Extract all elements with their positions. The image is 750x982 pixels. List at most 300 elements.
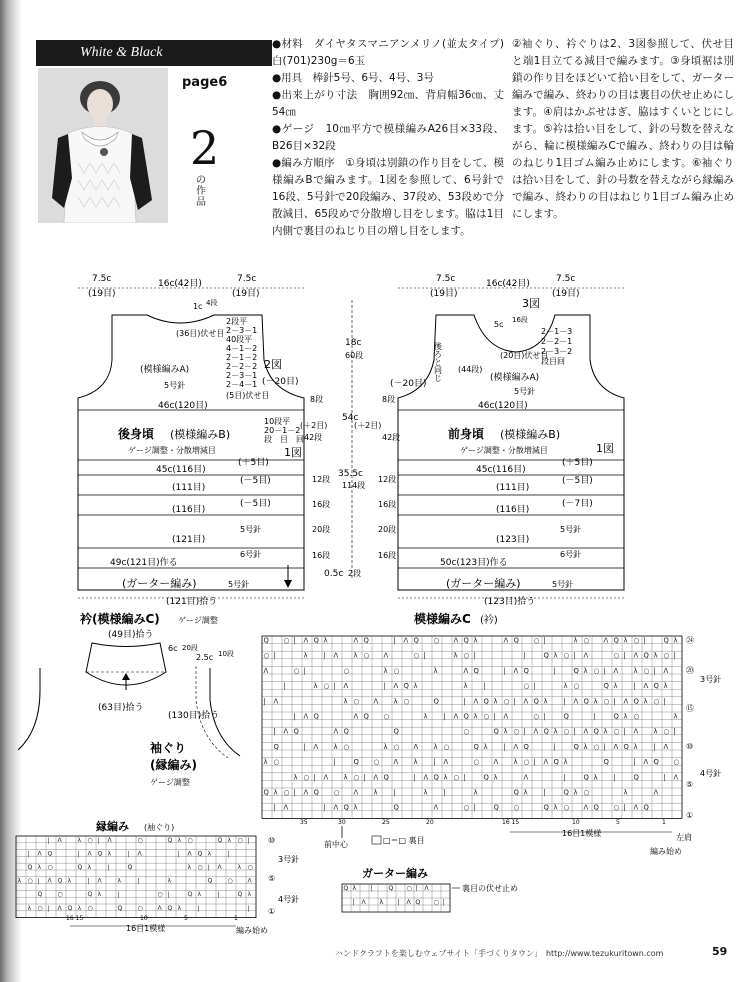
svg-text:|: | [217,891,220,899]
back-pick: (121目)拾う [166,597,218,607]
svg-text:|: | [523,651,526,660]
svg-text:Q: Q [483,697,489,706]
svg-text:λ: λ [493,697,498,706]
svg-text:Q: Q [27,863,33,871]
svg-text:λ: λ [373,788,378,797]
svg-text:Q: Q [433,697,439,706]
back-side-label: 20段 [312,525,331,534]
front-side-label: 42段 [382,433,401,442]
svg-text:λ: λ [117,877,122,885]
len-top: 18c [345,338,362,348]
svg-text:λ: λ [197,891,202,899]
svg-text:|: | [273,727,276,736]
sleeve-title: 袖ぐり [150,741,187,755]
pattern-c-needle3: 3号針 [700,675,722,684]
svg-text:λ: λ [673,712,678,721]
svg-text:λ: λ [633,666,638,675]
back-neck-rows: 4段 [206,299,218,307]
svg-text:|: | [273,803,276,812]
svg-text:|: | [663,773,666,782]
svg-text:|: | [673,727,676,736]
front-dec-row: 2－1－3 [541,327,573,336]
svg-text:Q: Q [593,803,599,812]
svg-text:○: ○ [583,788,590,797]
svg-text:○: ○ [393,742,400,751]
svg-text:○: ○ [353,773,360,782]
svg-text:λ: λ [343,773,348,782]
back-needle6: 6号針 [240,550,262,559]
svg-text:○: ○ [57,891,63,899]
front-needle6: 6号針 [560,550,582,559]
pattern-c-row: ㉔ [686,636,694,645]
front-needle-a: 5号針 [514,387,536,396]
svg-text:○: ○ [603,697,610,706]
svg-text:Q: Q [483,773,489,782]
back-shoulder-r: 7.5c [237,274,257,284]
svg-text:○: ○ [137,836,143,844]
svg-text:λ: λ [663,682,668,691]
svg-text:Λ: Λ [303,712,309,721]
svg-text:Λ: Λ [373,773,379,782]
footer-text: ハンドクラフトを楽しむウェブサイト「手づくりタウン」 http://www.tezukuritown.com [335,949,664,958]
svg-text:Λ: Λ [333,727,339,736]
svg-text:Q: Q [523,666,529,675]
svg-text:λ: λ [423,712,428,721]
garter-note: 裏目の伏せ止め [462,884,518,893]
svg-text:○: ○ [37,904,43,912]
svg-text:|: | [473,651,476,660]
svg-text:Q: Q [623,742,629,751]
svg-text:λ: λ [423,788,428,797]
svg-text:○: ○ [433,898,439,906]
svg-text:○: ○ [363,651,370,660]
svg-text:○: ○ [563,803,570,812]
back-dec-total: (－20目) [262,377,299,387]
collar-h6c: 6c [168,644,178,653]
svg-text:λ: λ [273,788,278,797]
svg-text:|: | [352,898,355,906]
svg-text:λ: λ [583,666,588,675]
svg-text:Q: Q [633,697,639,706]
pattern-c-col: 25 [382,819,390,826]
pattern-c-row: ⑳ [686,666,694,675]
svg-text:|: | [323,651,326,660]
svg-text:λ: λ [653,727,658,736]
svg-text:Q: Q [583,773,589,782]
edging-row: ⑩ [268,836,276,845]
pattern-c-row: ① [686,811,694,820]
svg-text:λ: λ [237,863,242,871]
svg-text:Λ: Λ [603,636,609,645]
svg-text:Λ: Λ [57,904,62,912]
front-width-116: 45c(116目) [476,465,526,475]
svg-text:Λ: Λ [97,877,102,885]
svg-text:λ: λ [573,636,578,645]
svg-text:λ: λ [393,697,398,706]
svg-text:λ: λ [513,758,518,767]
svg-text:|: | [177,850,180,858]
svg-text:|: | [77,850,80,858]
svg-text:|: | [513,697,516,706]
svg-text:○: ○ [353,697,360,706]
svg-text:○: ○ [563,651,570,660]
svg-text:Λ: Λ [533,727,539,736]
svg-text:Λ: Λ [393,682,399,691]
svg-text:○: ○ [283,636,290,645]
svg-text:Q: Q [393,803,399,812]
back-side-label: 42段 [304,433,323,442]
svg-text:Λ: Λ [303,636,309,645]
svg-text:Λ: Λ [107,836,112,844]
instr-size: ●出来上がり寸法 胸囲92㎝、背肩幅36㎝、丈54㎝ [272,89,504,118]
svg-text:|: | [593,712,596,721]
svg-text:λ: λ [313,682,318,691]
edging-col-numbers [66,915,238,922]
svg-text:λ: λ [247,891,252,899]
svg-text:Λ: Λ [413,742,419,751]
svg-text:○: ○ [643,666,650,675]
front-fig3: 3図 [522,297,540,310]
svg-text:○: ○ [483,712,490,721]
svg-text:|: | [227,850,230,858]
svg-text:λ: λ [413,758,418,767]
front-inc-5: (＋5目) [562,458,593,468]
svg-text:○: ○ [513,727,520,736]
work-label: の作品 [196,175,206,208]
svg-text:|: | [393,636,396,645]
back-side-label: 16段 [312,551,331,560]
svg-text:|: | [397,898,400,906]
svg-text:Λ: Λ [473,697,479,706]
svg-text:|: | [433,758,436,767]
back-title: 後身頃 [118,427,155,441]
collar-rows20: 20段 [182,644,198,652]
back-dec-row: 2－3－1 [226,326,258,335]
back-side-label: (＋2目) [300,421,328,430]
svg-text:|: | [303,666,306,675]
svg-text:○: ○ [613,803,620,812]
work-number: 2 [190,121,220,175]
svg-text:Q: Q [473,666,479,675]
svg-text:Q: Q [415,898,421,906]
svg-text:λ: λ [643,697,648,706]
svg-text:λ: λ [323,636,328,645]
left-shoulder: 左肩 [676,833,692,842]
svg-text:Q: Q [313,788,319,797]
svg-text:Q: Q [523,742,529,751]
back-side-label: 16段 [312,500,331,509]
svg-text:Λ: Λ [423,773,429,782]
svg-text:Λ: Λ [57,836,62,844]
back-side-label: 12段 [312,475,331,484]
svg-text:Q: Q [543,651,549,660]
svg-text:Λ: Λ [393,758,399,767]
svg-text:Q: Q [313,712,319,721]
front-dec-table [541,327,572,366]
svg-text:○: ○ [663,727,670,736]
front-cast: 50c(123目)作る [440,558,508,568]
svg-text:Λ: Λ [493,758,499,767]
pattern-c-col: 1 [662,819,666,826]
svg-text:○: ○ [613,727,620,736]
svg-text:|: | [553,666,556,675]
svg-text:|: | [503,742,506,751]
svg-text:|: | [613,697,616,706]
svg-text:|: | [293,788,296,797]
svg-text:Q: Q [593,727,599,736]
svg-text:|: | [653,742,656,751]
front-side-label: (＋2目) [354,421,382,430]
series-title: White & Black [80,45,163,60]
svg-text:Q: Q [87,891,93,899]
svg-text:Q: Q [563,788,569,797]
svg-text:λ: λ [473,788,478,797]
svg-text:○: ○ [583,636,590,645]
svg-text:λ: λ [493,773,498,782]
front-neck-rows: 16段 [512,316,528,324]
body-length: 54c [342,413,359,423]
svg-text:Q: Q [343,803,349,812]
pattern-c-col: 35 [300,819,308,826]
svg-text:Λ: Λ [543,758,549,767]
svg-text:λ: λ [603,727,608,736]
back-inc-5: (＋5目) [238,458,269,468]
svg-text:λ: λ [17,877,22,885]
svg-text:|: | [473,803,476,812]
front-garter-needle: 5号針 [552,580,574,589]
back-needle5: 5号針 [240,525,262,534]
svg-text:Λ: Λ [453,712,459,721]
back-inc-table [264,416,304,444]
svg-text:Λ: Λ [353,636,359,645]
svg-text:λ: λ [207,850,212,858]
svg-text:|: | [167,891,170,899]
back-shoulder-r-st: (19目) [232,289,260,299]
svg-text:Λ: Λ [343,682,349,691]
svg-text:Λ: Λ [87,850,92,858]
svg-text:Λ: Λ [403,636,409,645]
svg-text:Q: Q [167,904,173,912]
svg-text:|: | [442,898,445,906]
svg-text:○: ○ [406,884,412,892]
pattern-c-row: ⑮ [686,704,694,713]
svg-text:λ: λ [623,788,628,797]
svg-text:Λ: Λ [273,697,279,706]
svg-text:○: ○ [433,636,440,645]
svg-text:Q: Q [207,877,213,885]
svg-text:|: | [117,891,120,899]
front-width-120: 46c(120目) [478,401,528,411]
front-pattern-b: (模様編みB) [500,428,561,441]
sleeve-edge: (縁編み) [150,758,197,772]
svg-text:Q: Q [197,850,203,858]
edging-grid [16,836,256,918]
instr-continued: ②袖ぐり、衿ぐりは2、3図参照して、伏せ目と端1目立てる減目で編みます。③身頃裾は別鎖の作り目をほどいて拾い目をして、ガーター編みで編み、終わりの目は裏目の伏せ止めにします。④肩はかぶせはぎ、脇はすくいとじにします。⑤衿は拾い目をして、針の号数を替えながら、輪に模様編みCで編み、終わりの目は輪のねじり1目ゴム編み止めにします。⑥袖ぐりは拾い目をして、針の号数を替えながら縁編みで編み、終わりの目はねじり1目ゴム編み止めにします。 [512,38,734,220]
page-reference: page6 [182,75,228,90]
svg-text:Λ: Λ [333,803,339,812]
svg-text:λ: λ [433,666,438,675]
back-inc-row: 20－1－2 [264,426,301,435]
front-dec-row: 2－3－2 [541,347,573,356]
svg-text:Λ: Λ [37,850,42,858]
svg-text:Λ: Λ [503,712,509,721]
front-dec-total: (－20目) [390,379,427,389]
svg-text:|: | [293,636,296,645]
svg-text:Λ: Λ [643,682,649,691]
back-side-rows [300,394,330,560]
svg-text:Q: Q [543,803,549,812]
svg-text:λ: λ [27,904,32,912]
garter-title: ガーター編み [362,867,428,880]
svg-text:Q: Q [513,788,519,797]
svg-text:|: | [643,636,646,645]
collar-title: 衿(模様編みC) [80,612,160,626]
svg-text:|: | [603,666,606,675]
svg-text:Q: Q [603,682,609,691]
svg-text:λ: λ [453,651,458,660]
svg-text:○: ○ [273,758,280,767]
collar-pick49: (49目)拾う [108,630,154,640]
svg-text:○: ○ [157,891,163,899]
svg-text:|: | [333,758,336,767]
svg-text:Q: Q [403,682,409,691]
svg-text:λ: λ [433,742,438,751]
front-m7: (－7目) [562,499,593,509]
collar-rows10: 10段 [218,650,234,658]
svg-text:Λ: Λ [673,773,679,782]
svg-text:○: ○ [87,836,93,844]
svg-text:λ: λ [563,758,568,767]
svg-text:|: | [623,803,626,812]
front-body-diagram [354,274,624,607]
svg-text:|: | [543,636,546,645]
front-dec-row: 2－2－1 [541,337,573,346]
svg-text:Q: Q [663,636,669,645]
front-r111: (111目) [496,483,530,493]
svg-text:○: ○ [283,788,290,797]
front-shoulder-r-st: (19目) [552,289,580,299]
svg-text:Q: Q [543,727,549,736]
svg-text:|: | [443,712,446,721]
svg-text:|: | [423,651,426,660]
svg-text:|: | [283,682,286,691]
svg-text:Q: Q [343,884,349,892]
front-m5a: (－5目) [562,476,593,486]
svg-text:Λ: Λ [523,773,529,782]
svg-text:○: ○ [673,758,680,767]
front-title: 前身頃 [448,427,485,441]
svg-text:λ: λ [633,742,638,751]
svg-text:|: | [247,904,250,912]
svg-text:λ: λ [523,788,528,797]
svg-text:|: | [623,727,626,736]
svg-text:|: | [137,877,140,885]
pattern-c-col: 5 [616,819,620,826]
svg-text:λ: λ [379,898,384,906]
pattern-c-start: 編み始め [650,847,682,856]
front-shoulder-l-st: (19目) [430,289,458,299]
back-garter: (ガーター編み) [122,577,197,590]
svg-text:Q: Q [433,773,439,782]
svg-text:|: | [47,904,50,912]
back-garter-needle: 5号針 [228,580,250,589]
svg-text:Q: Q [563,712,569,721]
svg-text:Λ: Λ [623,697,629,706]
svg-text:○: ○ [303,773,310,782]
edging-repeat: 16目1模様 [126,924,166,933]
svg-text:○: ○ [533,636,540,645]
svg-text:Q: Q [217,836,223,844]
collar-diagram [18,611,240,787]
svg-text:Λ: Λ [333,651,339,660]
svg-text:|: | [313,773,316,782]
pattern-c-chart [262,611,721,856]
edging-col: 5 [184,915,188,922]
svg-text:λ: λ [573,788,578,797]
svg-text:○: ○ [187,836,193,844]
back-side-label: 8段 [310,395,324,404]
svg-text:Λ: Λ [313,742,319,751]
svg-text:Λ: Λ [47,877,52,885]
svg-text:|: | [613,773,616,782]
svg-text:|: | [573,727,576,736]
svg-text:λ: λ [553,727,558,736]
svg-text:Q: Q [388,884,394,892]
svg-text:λ: λ [352,884,357,892]
svg-text:λ: λ [167,877,172,885]
front-r116: (116目) [496,505,530,515]
svg-text:λ: λ [473,712,478,721]
svg-text:○: ○ [633,712,640,721]
back-fig1: 1図 [284,446,302,459]
collar-gauge: ゲージ調整 [178,616,218,625]
svg-text:Q: Q [493,727,499,736]
svg-text:λ: λ [87,863,92,871]
svg-text:Q: Q [293,727,299,736]
svg-text:Q: Q [413,636,419,645]
svg-text:○: ○ [573,682,580,691]
svg-text:○: ○ [533,712,540,721]
svg-text:Q: Q [633,773,639,782]
svg-text:Q: Q [573,666,579,675]
back-dec-row: 40段平 [226,335,253,344]
svg-text:○: ○ [47,863,53,871]
front-fig1: 1図 [596,442,614,455]
instr-gauge: ●ゲージ 10㎝平方で模様編みA26目×33段、B26目×32段 [272,123,504,152]
svg-text:|: | [463,697,466,706]
legend: □＝□ 裏目 [383,836,425,845]
svg-text:Q: Q [573,742,579,751]
back-needle-a: 5号針 [164,381,186,390]
svg-text:λ: λ [653,651,658,660]
svg-text:λ: λ [443,773,448,782]
back-dec-row: 2－3－1 [226,371,258,380]
svg-text:Q: Q [653,758,659,767]
svg-text:λ: λ [383,742,388,751]
svg-text:○: ○ [513,803,520,812]
instr-materials: ●材料 ダイヤタスマニアンメリノ(並太タイプ) 白(701)230g＝6玉 [272,38,515,67]
svg-text:λ: λ [227,836,232,844]
back-dec-row: 2－2－2 [226,362,258,371]
back-shoulder-l: 7.5c [92,274,112,284]
edging-start: 編み始め [236,926,268,935]
svg-text:Q: Q [127,863,133,871]
collar-h25: 2.5c [196,653,214,662]
svg-text:|: | [393,788,396,797]
svg-text:|: | [97,836,100,844]
svg-text:λ: λ [623,712,628,721]
svg-text:Q: Q [353,758,359,767]
